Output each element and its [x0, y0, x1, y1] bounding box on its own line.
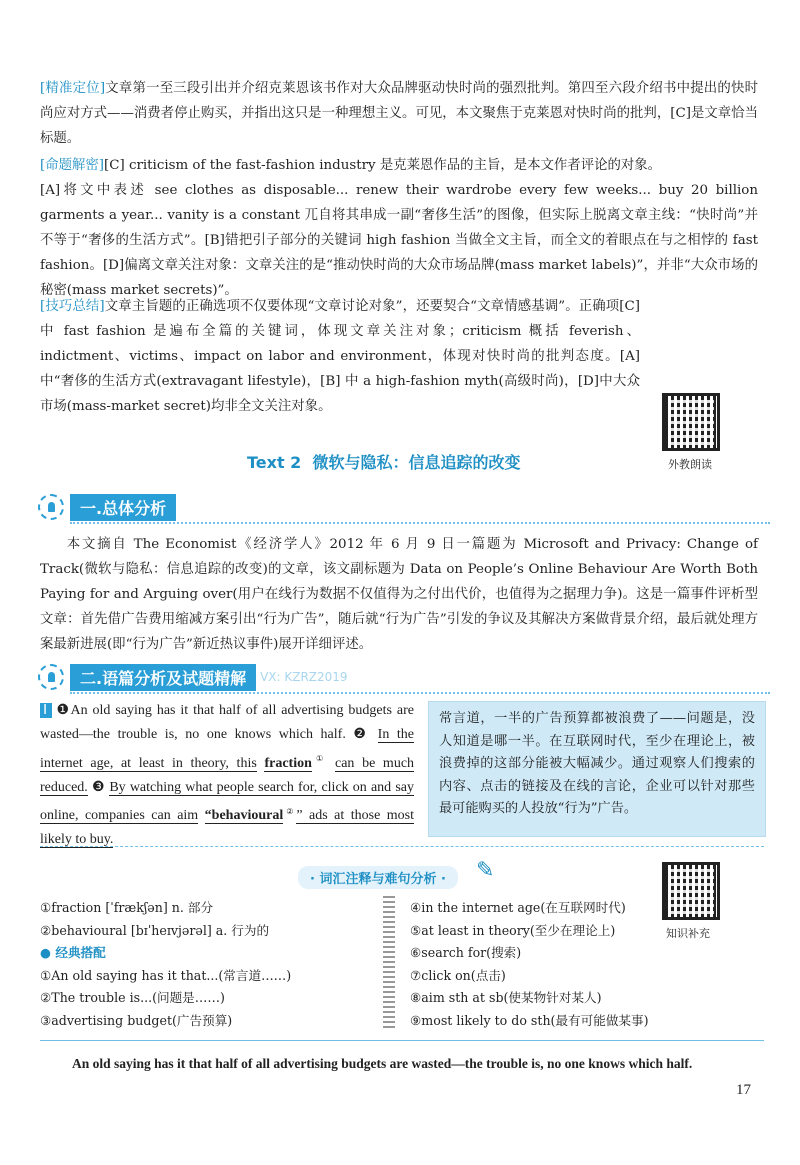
section-title-analysis: 二.语篇分析及试题精解 — [70, 664, 256, 691]
overview-text: 本文摘自 The Economist《经济学人》2012 年 6 月 9 日一篇题为 Microsoft and Privacy: Change of Track(微软与隐私：信息追踪的改变)的文章，该文副标题为 Data on People’s Online Behaviour Are Worth Both Paying for and Arguing over(用户在线行为数据不仅值得为之付出代价，也值得为之据理力争)。这是一篇事件评析型文章：首先借广告费用缩减方案引出“行为广告”，随后就“行为广告”引发的争议及其解决方案做背景介绍，最后就处理方案最新进展(即“行为广告”新近热议事件)展开详细评述。 — [40, 537, 758, 652]
translation-box: 常言道，一半的广告预算都被浪费了——问题是，没人知道是哪一半。在互联网时代，至少在理论上，被浪费掉的这部分能被大幅减少。通过观察人们搜索的内容、点击的链接及在线的言论，企业可以针对那些最可能购买的人投放“行为”广告。 — [428, 701, 766, 837]
positioning-text: 文章第一至三段引出并介绍克莱恩该书作对大众品牌驱动快时尚的强烈批判。第四至六段介绍书中提出的快时尚应对方式——消费者停止购买，并指出这只是一种理想主义。可见，本文聚焦于克莱恩对快时尚的批判，[C]是文章恰当标题。 — [40, 81, 758, 146]
vocab-list-right — [410, 897, 649, 1032]
collocation-item: ②The trouble is...(问题是……) — [40, 990, 225, 1005]
tips-text: 文章主旨题的正确选项不仅要体现“文章讨论对象”，还要契合“文章情感基调”。正确项[C]中 fast fashion 是遍布全篇的关键词，体现文章关注对象；criticism 概括 feverish、indictment、victims、impact on labor and environment，体现对快时尚的批判态度。[A] 中“奢侈的生活方式(extravagant lifestyle)，[B] 中 a high-fashion myth(高级时尚)，[D]中大众市场(mass-market secret)均非全文关注对象。 — [40, 299, 641, 414]
passage-paragraph: Ⅰ ❶An old saying has it that half of all advertising budgets are wasted—the trouble is, no one knows which half. ❷ In the internet age, at least in theory, this fraction① can be much reduced. ❸ By watching what people search for, click on and say online, companies can aim “behavioural②” ads at those most likely to buy. — [40, 703, 415, 848]
lightbulb-icon — [38, 494, 64, 520]
tag-positioning: [精准定位] — [40, 81, 106, 96]
collocation-item: ③advertising budget(广告预算) — [40, 1012, 233, 1028]
analysis-decode — [40, 153, 758, 178]
sentence-3a: By watching what people search for, click on and say online, companies can aim — [40, 779, 414, 824]
sentence-2c: can be much reduced. — [40, 755, 415, 795]
tag-decode: [命题解密] — [40, 158, 105, 173]
collocation-item: ④in the internet age(在互联网时代) — [410, 900, 626, 915]
vocab-item: ①fraction [ˈfrækʃən] n. 部分 — [40, 900, 214, 915]
vocab-list-left — [40, 897, 291, 1032]
sentence-1-marker: ❶ — [56, 703, 71, 718]
sentence-2-marker: ❷ — [353, 727, 371, 742]
pen-icon: ✎ — [476, 858, 495, 883]
divider — [40, 846, 764, 847]
collocation-item: ⑦click on(点击) — [410, 967, 506, 983]
sentence-3-keyword: “behavioural — [204, 808, 284, 824]
collocation-item: ⑨most likely to do sth(最有可能做某事) — [410, 1012, 649, 1028]
paragraph-number: Ⅰ — [40, 703, 52, 718]
analysis-tips — [40, 294, 640, 419]
sentence-2-keyword: fraction — [264, 755, 312, 771]
difficult-sentence: An old saying has it that half of all advertising budgets are wasted—the trouble is, no one knows which half. — [72, 1056, 693, 1071]
section-header-analysis — [38, 663, 348, 691]
sentence-1: An old saying has it that half of all advertising budgets are wasted—the trouble is, no one knows which half. — [40, 703, 414, 742]
divider — [40, 1040, 764, 1041]
tag-tips: [技巧总结] — [40, 299, 105, 314]
decode-text: [C] criticism of the fast-fashion industry 是克莱恩作品的主旨，是本文作者评论的对象。 — [104, 158, 662, 173]
analysis-options: [A]将文中表述 see clothes as disposable... renew their wardrobe every few weeks... buy 20 billion garments a year... vanity is a constant 兀自将其串成一副“奢侈生活”的图像，但实际上脱离文章主线：“快时尚”并不等于“奢侈的生活方式”。[B]错把引子部分的关键词 high fashion 当做全文主旨，而全文的着眼点在与之相悖的 fast fashion。[D]偏离文章关注对象：文章关注的是“推动快时尚的大众市场品牌(mass market labels)”，并非“大众市场的秘密(mass market secrets)”。 — [40, 183, 758, 298]
zigzag-divider — [383, 896, 395, 1031]
divider — [70, 522, 770, 524]
divider — [70, 692, 770, 694]
sentence-2a: In the internet age, at least in theory, this — [40, 727, 415, 771]
page-number: 17 — [736, 1082, 751, 1098]
qr-code-reading[interactable] — [662, 393, 720, 451]
watermark: VX: KZRZ2019 — [260, 670, 348, 684]
collocation-item: ⑥search for(搜索) — [410, 945, 522, 960]
qr-label-knowledge: 知识补充 — [666, 927, 710, 940]
vocab-title: · 词汇注释与难句分析 · — [298, 866, 458, 889]
collocation-item: ⑧aim sth at sb(使某物针对某人) — [410, 990, 602, 1005]
collocation-item: ①An old saying has it that...(常言道……) — [40, 967, 292, 983]
vocab-item: ②behavioural [bɪˈheɪvjərəl] a. 行为的 — [40, 922, 270, 938]
analysis-positioning — [40, 76, 758, 151]
text2-title: Text 2 微软与隐私：信息追踪的改变 — [247, 453, 521, 472]
section-title-overview: 一.总体分析 — [70, 494, 176, 521]
sentence-3c: ” ads at those most likely to buy. — [40, 808, 414, 848]
qr-label-reading: 外教朗读 — [668, 458, 712, 471]
collocation-item: ⑤at least in theory(至少在理论上) — [410, 922, 616, 938]
section-header-overview — [38, 493, 176, 521]
sentence-3-marker: ❸ — [91, 779, 106, 795]
collocation-heading: ● 经典搭配 — [40, 945, 106, 960]
lightbulb-icon — [38, 664, 64, 690]
qr-code-knowledge[interactable] — [662, 862, 720, 920]
